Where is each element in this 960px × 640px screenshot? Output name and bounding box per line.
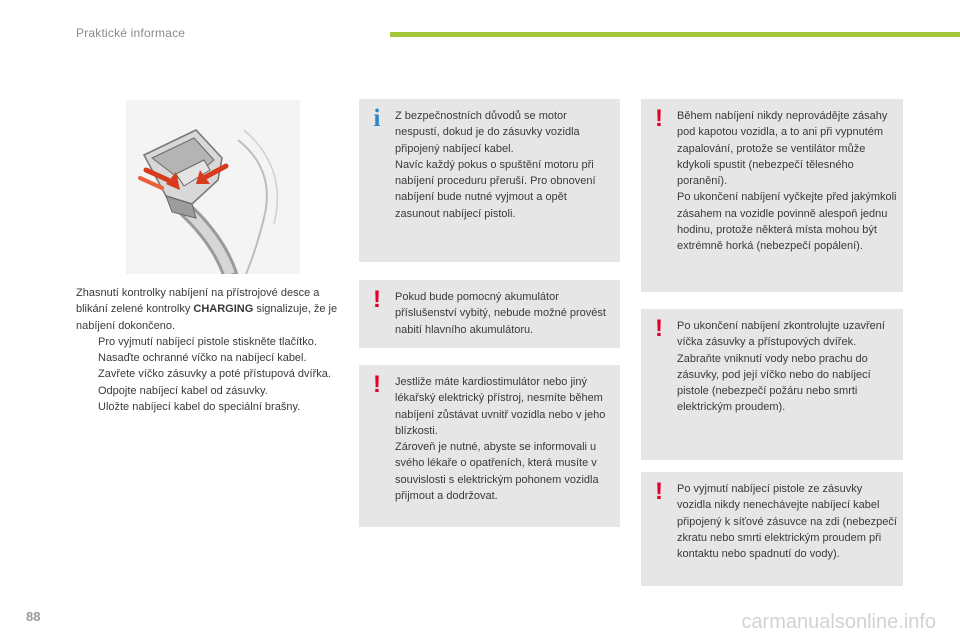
under-hood-warning-box — [641, 99, 903, 292]
note-line: Pokud bude pomocný akumulátor příslušenství vybitý, nebude možné provést nabití hlavního akumulátoru. — [395, 291, 606, 336]
note-line: Po ukončení nabíjení zkontrolujte uzavření víčka zásuvky a přístupových dvířek. — [677, 320, 885, 349]
warning-icon: ! — [373, 286, 381, 313]
pacemaker-warning-text — [395, 374, 614, 504]
charging-finish-instructions — [76, 285, 346, 415]
warning-icon: ! — [655, 478, 663, 505]
warning-icon: ! — [655, 315, 663, 342]
step-item — [76, 350, 346, 366]
socket-flap-warning-text — [677, 318, 897, 416]
watermark: carmanualsonline.info — [741, 611, 936, 633]
note-line: Po vyjmutí nabíjecí pistole ze zásuvky vozidla nikdy nenechávejte nabíjecí kabel připojený k síťové zásuvce na zdi (nebezpečí zkratu nebo smrti elektrickým proudem při kontaktu nebo spadnutí do vody). — [677, 483, 897, 561]
note-line: Zároveň je nutné, abyste se informovali u svého lékaře o opatřeních, která musíte v souvislosti s elektrickým pohonem vozidla přijmout a dodržovat. — [395, 441, 599, 503]
step-text: Zavřete víčko zásuvky a poté přístupová dvířka. — [98, 368, 331, 381]
pacemaker-warning-box — [359, 365, 620, 527]
aux-battery-warning-box — [359, 280, 620, 348]
page-number: 88 — [26, 609, 41, 624]
charging-gun-illustration — [126, 100, 300, 274]
charging-label: CHARGING — [193, 303, 254, 316]
charging-gun-drawing — [126, 100, 300, 274]
info-note-text — [395, 108, 614, 222]
note-line: Z bezpečnostních důvodů se motor nespustí, dokud je do zásuvky vozidla připojený nabíjecí kabel. — [395, 110, 580, 155]
aux-battery-warning-text — [395, 289, 614, 338]
step-item — [76, 399, 346, 415]
note-line: Navíc každý pokus o spuštění motoru při nabíjení proceduru přeruší. Pro obnovení nabíjení bude nutné vyjmout a opět zasunout nabíjecí pistoli. — [395, 158, 596, 220]
warning-icon: ! — [655, 105, 663, 132]
note-line: Po ukončení nabíjení vyčkejte před jakýmkoli zásahem na vozidle povinně alespoň jednu hodinu, protože některá místa mohou být extrémně horká (nebezpečí popálení). — [677, 191, 897, 253]
step-item — [76, 366, 346, 382]
page-section-title: Praktické informace — [76, 26, 186, 40]
intro-text-before: Zhasnutí kontrolky nabíjení na přístrojové desce a blikání zelené kontrolky — [76, 287, 320, 316]
note-line: Zabraňte vniknutí vody nebo prachu do zásuvky, pod její víčko nebo do nabíjecí pistole (nebezpečí požáru nebo smrti elektrickým proudem). — [677, 352, 871, 414]
steps-list — [76, 334, 346, 415]
header-accent-bar — [390, 32, 960, 37]
info-note-box — [359, 99, 620, 262]
note-line: Jestliže máte kardiostimulátor nebo jiný lékařský elektrický přístroj, nesmíte během nabíjení zůstávat uvnitř vozidla nebo v jeho blízkosti. — [395, 376, 606, 437]
step-text: Pro vyjmutí nabíjecí pistole stiskněte tlačítko. — [98, 335, 317, 348]
step-text: Nasaďte ochranné víčko na nabíjecí kabel. — [98, 352, 307, 365]
step-item — [76, 334, 346, 350]
warning-icon: ! — [373, 371, 381, 398]
intro-text-after: signalizuje, že je nabíjení dokončeno. — [76, 303, 338, 332]
cable-warning-box — [641, 472, 903, 586]
intro-paragraph — [76, 285, 346, 334]
cable-warning-text — [677, 481, 897, 562]
step-item — [76, 383, 346, 399]
socket-flap-warning-box — [641, 309, 903, 460]
info-icon: i — [373, 105, 381, 132]
under-hood-warning-text — [677, 108, 897, 255]
step-text: Odpojte nabíjecí kabel od zásuvky. — [98, 384, 268, 397]
note-line: Během nabíjení nikdy neprovádějte zásahy pod kapotou vozidla, a to ani při vypnutém zapalování, protože se ventilátor může kdykoli spustit (nebezpečí tělesného poranění). — [677, 110, 888, 188]
step-text: Uložte nabíjecí kabel do speciální brašny. — [98, 401, 301, 414]
